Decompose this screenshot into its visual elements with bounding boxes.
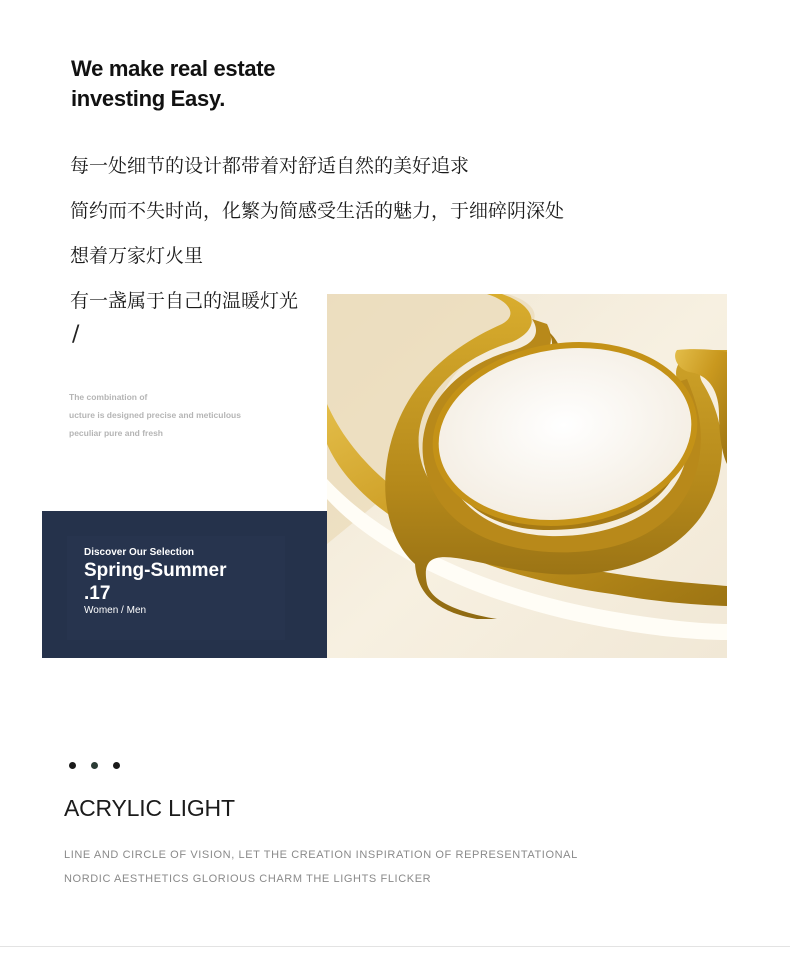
poem-line: 简约而不失时尚，化繁为简感受生活的魅力，于细碎阴深处 xyxy=(70,200,565,222)
promo-season: .17 xyxy=(84,583,111,604)
caption-line: The combination of xyxy=(69,392,148,402)
pager-dots xyxy=(69,762,130,781)
lamp-image xyxy=(327,294,727,658)
headline-line-1: We make real estate xyxy=(71,56,276,81)
description-line: NORDIC AESTHETICS GLORIOUS CHARM THE LIGHTS FLICKER xyxy=(64,873,432,885)
promo-audience: Women / Men xyxy=(84,605,147,616)
promo-title: Spring-Summer xyxy=(84,560,227,581)
poem-line: 每一处细节的设计都带着对舒适自然的美好追求 xyxy=(70,155,470,177)
bottom-divider xyxy=(0,946,790,947)
lamp-photo xyxy=(327,294,727,658)
headline xyxy=(71,54,275,114)
dot-icon xyxy=(69,762,76,769)
headline-line-2: investing Easy. xyxy=(71,86,226,111)
caption-line: peculiar pure and fresh xyxy=(69,428,163,438)
poem-line: 想着万家灯火里 xyxy=(70,245,204,267)
poem-line: 有一盏属于自己的温暖灯光 xyxy=(70,290,299,312)
description-line: LINE AND CIRCLE OF VISION, LET THE CREATION INSPIRATION OF REPRESENTATIONAL xyxy=(64,849,578,861)
dot-icon xyxy=(91,762,98,769)
section-title: ACRYLIC LIGHT xyxy=(64,795,235,821)
dot-icon xyxy=(113,762,120,769)
promo-panel xyxy=(42,511,327,658)
slash-divider: / xyxy=(72,322,80,347)
promo-eyebrow: Discover Our Selection xyxy=(84,547,195,558)
caption-line: ucture is designed precise and meticulous xyxy=(69,410,241,420)
caption-note xyxy=(69,388,241,442)
section-description xyxy=(64,845,578,893)
